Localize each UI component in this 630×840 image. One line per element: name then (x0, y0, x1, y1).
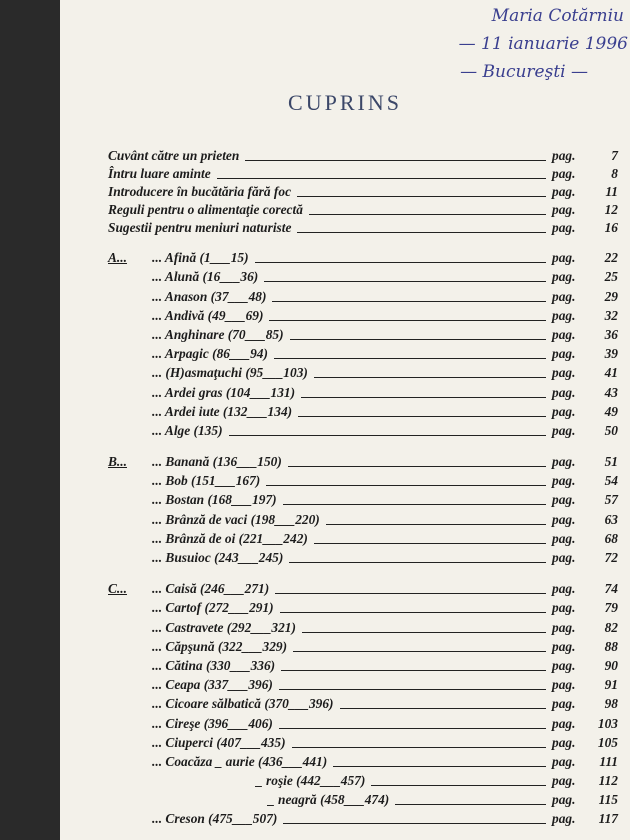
page-number: 22 (604, 250, 618, 266)
page-number: 115 (598, 792, 618, 808)
page-number: 68 (604, 530, 618, 546)
page-label: pag. (552, 148, 576, 163)
leader-line (371, 785, 546, 786)
toc-entry (108, 146, 618, 164)
page-number: 117 (598, 811, 618, 827)
leader-line (314, 377, 546, 378)
toc-entry (108, 655, 618, 674)
leader-line (314, 543, 546, 544)
toc-entry-title: Reguli pentru o alimentaţie corectă (108, 202, 303, 217)
toc-entry-title: Cuvânt către un prieten (108, 148, 240, 163)
page-label: pag. (552, 677, 576, 693)
leader-line (264, 281, 546, 282)
toc-entry (108, 616, 618, 635)
page-number: 16 (604, 220, 618, 235)
page-number: 29 (604, 288, 618, 304)
toc-entry (108, 578, 618, 597)
toc-entry-title: ... Cicoare sălbatică (370___396) (152, 696, 334, 712)
page-number: 111 (599, 753, 618, 769)
page-label: pag. (552, 326, 576, 342)
page-label: pag. (552, 600, 576, 616)
page-label: pag. (552, 492, 576, 508)
toc-entry-title: ... Ceapa (337___396) (152, 677, 273, 693)
page-label: pag. (552, 696, 576, 712)
toc-section (108, 451, 618, 566)
toc-entry (108, 401, 618, 420)
toc-entry (108, 324, 618, 343)
toc-entry-title: Sugestii pentru meniuri naturiste (108, 220, 292, 235)
leader-line (292, 747, 546, 748)
table-of-contents (108, 146, 618, 827)
leader-line (279, 728, 546, 729)
page-label: pag. (552, 288, 576, 304)
page-number: 57 (604, 492, 618, 508)
page-label: pag. (552, 715, 576, 731)
toc-entry (108, 489, 618, 508)
book-page (60, 0, 630, 840)
page-label: pag. (552, 269, 576, 285)
page-number: 88 (604, 638, 618, 654)
page-number: 74 (604, 581, 618, 597)
toc-entry-title: ... Caisă (246___271) (152, 581, 270, 597)
toc-entry (108, 381, 618, 400)
toc-entry (108, 508, 618, 527)
page-number: 7 (611, 148, 618, 163)
toc-entry-title: ... Castravete (292___321) (152, 619, 296, 635)
page-title: CUPRINS (288, 90, 402, 115)
page-number: 8 (611, 166, 618, 181)
toc-entry (108, 597, 618, 616)
page-label: pag. (552, 619, 576, 635)
page-number: 32 (604, 307, 618, 323)
section-letter: C... (108, 581, 127, 597)
toc-entry (108, 528, 618, 547)
toc-entry (108, 266, 618, 285)
toc-entry-title: ... Coacăza _ aurie (436___441) (152, 753, 328, 769)
page-number: 25 (604, 269, 618, 285)
toc-entry (108, 470, 618, 489)
page-label: pag. (552, 422, 576, 438)
page-label: pag. (552, 657, 576, 673)
page-number: 51 (604, 454, 618, 470)
toc-entry (108, 218, 618, 236)
page-number: 105 (597, 734, 618, 750)
toc-entry-title: ... Brânză de vaci (198___220) (152, 511, 320, 527)
leader-line (290, 339, 546, 340)
leader-line (266, 485, 546, 486)
page-number: 112 (598, 773, 618, 789)
page-label: pag. (552, 346, 576, 362)
toc-entry-title: ... Cireşe (396___406) (152, 715, 273, 731)
page-number: 49 (604, 403, 618, 419)
toc-entry (108, 789, 618, 808)
page-label: pag. (552, 550, 576, 565)
leader-line (217, 178, 546, 179)
toc-entry (108, 182, 618, 200)
page-label: pag. (552, 792, 576, 808)
page-number: 11 (605, 184, 618, 199)
toc-entry (108, 343, 618, 362)
toc-entry (108, 693, 618, 712)
intro-entries (108, 146, 618, 236)
page-label: pag. (552, 202, 576, 217)
page-label: pag. (552, 581, 576, 597)
toc-entry-title: ... Busuioc (243___245) (152, 550, 284, 565)
toc-entry-title: ... Cătina (330___336) (152, 657, 276, 673)
leader-line (275, 593, 546, 594)
page-number: 90 (604, 657, 618, 673)
toc-entry (108, 732, 618, 751)
toc-entry (108, 770, 618, 789)
toc-entry (108, 712, 618, 731)
toc-entry (108, 362, 618, 381)
toc-entry-title: ... Căpşună (322___329) (152, 638, 288, 654)
toc-section (108, 247, 618, 439)
leader-line (255, 262, 546, 263)
toc-entry-title: ... Arpagic (86___94) (152, 346, 268, 362)
toc-entry (108, 547, 618, 566)
page-number: 43 (604, 384, 618, 400)
toc-section (108, 578, 618, 827)
leader-line (340, 708, 547, 709)
toc-entry (108, 808, 618, 827)
toc-entry (108, 247, 618, 266)
toc-entry (108, 451, 618, 470)
toc-entry (108, 285, 618, 304)
toc-entry-title: _ neagră (458___474) (268, 792, 390, 808)
page-number: 12 (604, 202, 618, 217)
leader-line (288, 466, 546, 467)
page-label: pag. (552, 511, 576, 527)
leader-line (395, 804, 546, 805)
page-number: 54 (604, 473, 618, 489)
page-label: pag. (552, 166, 576, 181)
leader-line (326, 524, 546, 525)
section-letter: A... (108, 250, 127, 266)
leader-line (280, 612, 546, 613)
page-label: pag. (552, 638, 576, 654)
toc-entry-title: ... Alge (135) (152, 422, 223, 438)
toc-entry-title: ... Creson (475___507) (152, 811, 278, 827)
toc-sections (108, 247, 618, 827)
handwritten-inscription (374, 2, 628, 86)
page-number: 91 (604, 677, 618, 693)
toc-entry-title: ... Anghinare (70___85) (152, 326, 284, 342)
page-number: 98 (604, 696, 618, 712)
toc-entry-title: ... (H)asmaţuchi (95___103) (152, 365, 308, 381)
leader-line (274, 358, 546, 359)
toc-entry-title: Întru luare aminte (108, 166, 211, 181)
leader-line (297, 232, 546, 233)
toc-entry (108, 751, 618, 770)
page-label: pag. (552, 734, 576, 750)
leader-line (293, 651, 546, 652)
leader-line (279, 689, 546, 690)
leader-line (301, 397, 546, 398)
page-number: 50 (604, 422, 618, 438)
page-number: 41 (604, 365, 618, 381)
page-label: pag. (552, 384, 576, 400)
toc-entry-title: ... Bob (151___167) (152, 473, 261, 489)
leader-line (297, 196, 546, 197)
page-number: 63 (604, 511, 618, 527)
toc-entry-title: ... Ciuperci (407___435) (152, 734, 286, 750)
inscription-place: — Bucureşti — (460, 62, 588, 82)
page-label: pag. (552, 365, 576, 381)
toc-entry (108, 305, 618, 324)
leader-line (302, 632, 546, 633)
leader-line (272, 301, 546, 302)
page-label: pag. (552, 473, 576, 489)
leader-line (309, 214, 546, 215)
leader-line (298, 416, 546, 417)
page-label: pag. (552, 220, 576, 235)
page-number: 72 (604, 550, 618, 565)
page-label: pag. (552, 454, 576, 470)
toc-entry-title: ... Brânză de oi (221___242) (152, 530, 308, 546)
toc-entry (108, 636, 618, 655)
leader-line (245, 160, 546, 161)
toc-entry-title: Introducere în bucătăria fără foc (108, 184, 292, 199)
toc-entry-title: ... Alună (16___36) (152, 269, 259, 285)
toc-entry-title: _ roşie (442___457) (256, 773, 366, 789)
toc-entry-title: ... Ardei iute (132___134) (152, 403, 293, 419)
toc-entry (108, 674, 618, 693)
leader-line (333, 766, 546, 767)
leader-line (229, 435, 546, 436)
page-number: 79 (604, 600, 618, 616)
leader-line (283, 823, 546, 824)
leader-line (283, 504, 546, 505)
toc-entry (108, 420, 618, 439)
page-label: pag. (552, 403, 576, 419)
toc-entry (108, 200, 618, 218)
page-label: pag. (552, 250, 576, 266)
toc-entry-title: ... Anason (37___48) (152, 288, 267, 304)
leader-line (281, 670, 546, 671)
leader-line (289, 562, 546, 563)
inscription-name: Maria Cotărniu (491, 6, 624, 26)
page-number: 39 (604, 346, 618, 362)
inscription-date: — 11 ianuarie 1996 (458, 34, 628, 54)
toc-entry-title: ... Banană (136___150) (152, 454, 282, 470)
toc-entry (108, 164, 618, 182)
page-label: pag. (552, 530, 576, 546)
page-number: 103 (597, 715, 618, 731)
page-label: pag. (552, 753, 576, 769)
page-number: 36 (604, 326, 618, 342)
page-label: pag. (552, 307, 576, 323)
toc-entry-title: ... Cartof (272___291) (152, 600, 274, 616)
page-label: pag. (552, 184, 576, 199)
leader-line (269, 320, 546, 321)
toc-entry-title: ... Bostan (168___197) (152, 492, 277, 508)
page-label: pag. (552, 811, 576, 827)
section-letter: B... (108, 454, 127, 470)
page-label: pag. (552, 773, 576, 789)
toc-entry-title: ... Ardei gras (104___131) (152, 384, 296, 400)
page-number: 82 (604, 619, 618, 635)
toc-entry-title: ... Afină (1___15) (152, 250, 249, 266)
toc-entry-title: ... Andivă (49___69) (152, 307, 264, 323)
